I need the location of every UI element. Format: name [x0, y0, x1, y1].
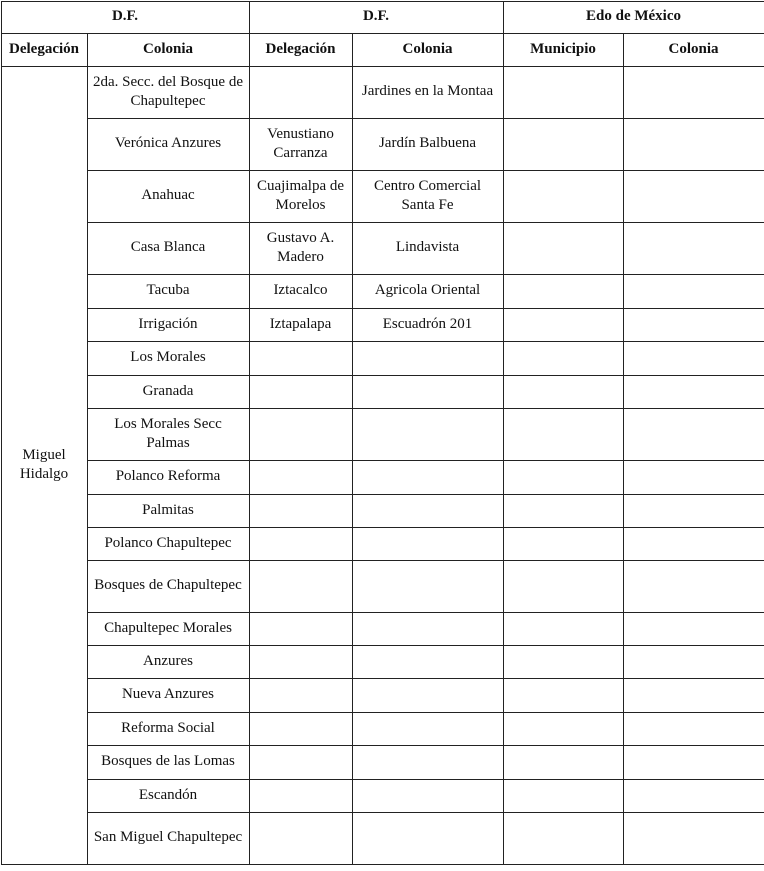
municipio-cell: [503, 222, 623, 274]
col-header-colonia-2: Colonia: [352, 33, 503, 66]
colonia-cell: Los Morales Secc Palmas: [87, 408, 249, 460]
colonia-3-cell: [623, 308, 764, 341]
colonias-table: [1, 1, 764, 865]
colonia-cell: Granada: [87, 375, 249, 408]
municipio-cell: [503, 612, 623, 645]
colonia-3-cell: [623, 66, 764, 118]
delegacion-2-cell: [249, 408, 352, 460]
colonia-cell: Irrigación: [87, 308, 249, 341]
delegacion-2-cell: [249, 527, 352, 560]
column-header-row: [1, 33, 764, 66]
colonia-cell: Nueva Anzures: [87, 678, 249, 712]
table-row: [1, 779, 764, 812]
colonia-cell: Anzures: [87, 645, 249, 678]
colonia-2-cell: Jardín Balbuena: [352, 118, 503, 170]
table-row: [1, 678, 764, 712]
delegacion-2-cell: Iztapalapa: [249, 308, 352, 341]
delegacion-2-cell: [249, 678, 352, 712]
table-row: [1, 712, 764, 745]
municipio-cell: [503, 812, 623, 864]
colonia-2-cell: [352, 645, 503, 678]
municipio-cell: [503, 375, 623, 408]
colonia-cell: 2da. Secc. del Bosque de Chapultepec: [87, 66, 249, 118]
table-row: [1, 812, 764, 864]
municipio-cell: [503, 560, 623, 612]
municipio-cell: [503, 494, 623, 527]
delegacion-2-cell: [249, 341, 352, 375]
colonia-2-cell: [352, 560, 503, 612]
municipio-cell: [503, 408, 623, 460]
colonia-cell: Palmitas: [87, 494, 249, 527]
table-row: [1, 408, 764, 460]
table-row: [1, 527, 764, 560]
municipio-cell: [503, 308, 623, 341]
colonia-3-cell: [623, 612, 764, 645]
municipio-cell: [503, 745, 623, 779]
delegacion-2-cell: [249, 66, 352, 118]
colonia-3-cell: [623, 118, 764, 170]
colonia-cell: Reforma Social: [87, 712, 249, 745]
municipio-cell: [503, 118, 623, 170]
colonia-2-cell: [352, 494, 503, 527]
colonia-2-cell: [352, 460, 503, 494]
colonia-3-cell: [623, 527, 764, 560]
colonia-cell: Polanco Reforma: [87, 460, 249, 494]
delegacion-2-cell: [249, 779, 352, 812]
colonia-cell: Polanco Chapultepec: [87, 527, 249, 560]
colonia-cell: Verónica Anzures: [87, 118, 249, 170]
colonia-2-cell: [352, 812, 503, 864]
col-header-municipio: Municipio: [503, 33, 623, 66]
table-row: [1, 66, 764, 118]
col-header-colonia-3: Colonia: [623, 33, 764, 66]
delegacion-2-cell: Gustavo A. Madero: [249, 222, 352, 274]
municipio-cell: [503, 341, 623, 375]
colonia-3-cell: [623, 408, 764, 460]
municipio-cell: [503, 460, 623, 494]
colonia-cell: San Miguel Chapultepec: [87, 812, 249, 864]
colonia-3-cell: [623, 812, 764, 864]
table-row: [1, 118, 764, 170]
colonia-3-cell: [623, 170, 764, 222]
colonia-3-cell: [623, 779, 764, 812]
colonia-3-cell: [623, 274, 764, 308]
delegacion-2-cell: Cuajimalpa de Morelos: [249, 170, 352, 222]
colonia-3-cell: [623, 222, 764, 274]
colonia-cell: Anahuac: [87, 170, 249, 222]
col-header-delegacion-2: Delegación: [249, 33, 352, 66]
colonia-2-cell: [352, 341, 503, 375]
table-row: [1, 341, 764, 375]
colonia-2-cell: Jardines en la Montaa: [352, 66, 503, 118]
table-row: [1, 170, 764, 222]
delegacion-2-cell: [249, 612, 352, 645]
colonia-2-cell: Lindavista: [352, 222, 503, 274]
table-row: [1, 560, 764, 612]
colonia-2-cell: Centro Comercial Santa Fe: [352, 170, 503, 222]
colonia-3-cell: [623, 745, 764, 779]
table-row: [1, 460, 764, 494]
colonia-cell: Los Morales: [87, 341, 249, 375]
table-row: [1, 308, 764, 341]
group-header-df-1: D.F.: [1, 1, 249, 33]
colonia-3-cell: [623, 712, 764, 745]
table-row: [1, 222, 764, 274]
colonia-3-cell: [623, 560, 764, 612]
delegacion-2-cell: [249, 494, 352, 527]
col-header-delegacion-1: Delegación: [1, 33, 87, 66]
colonia-2-cell: [352, 612, 503, 645]
colonia-2-cell: [352, 745, 503, 779]
colonia-2-cell: [352, 527, 503, 560]
group-header-df-2: D.F.: [249, 1, 503, 33]
colonia-3-cell: [623, 341, 764, 375]
municipio-cell: [503, 712, 623, 745]
colonia-2-cell: Agricola Oriental: [352, 274, 503, 308]
colonia-3-cell: [623, 645, 764, 678]
colonia-3-cell: [623, 494, 764, 527]
delegacion-2-cell: [249, 645, 352, 678]
colonia-2-cell: [352, 712, 503, 745]
delegacion-2-cell: [249, 375, 352, 408]
colonia-cell: Casa Blanca: [87, 222, 249, 274]
colonia-3-cell: [623, 460, 764, 494]
colonia-2-cell: [352, 779, 503, 812]
group-header-edomex: Edo de México: [503, 1, 764, 33]
delegacion-2-cell: [249, 712, 352, 745]
delegacion-2-cell: Iztacalco: [249, 274, 352, 308]
colonia-2-cell: [352, 408, 503, 460]
municipio-cell: [503, 645, 623, 678]
municipio-cell: [503, 274, 623, 308]
municipio-cell: [503, 678, 623, 712]
table-row: [1, 274, 764, 308]
colonia-2-cell: [352, 375, 503, 408]
delegacion-cell: Miguel Hidalgo: [1, 66, 87, 864]
municipio-cell: [503, 779, 623, 812]
colonia-3-cell: [623, 678, 764, 712]
colonia-cell: Chapultepec Morales: [87, 612, 249, 645]
colonia-cell: Bosques de las Lomas: [87, 745, 249, 779]
delegacion-2-cell: Venustiano Carranza: [249, 118, 352, 170]
delegacion-2-cell: [249, 560, 352, 612]
col-header-colonia-1: Colonia: [87, 33, 249, 66]
colonia-cell: Bosques de Chapultepec: [87, 560, 249, 612]
colonia-2-cell: Escuadrón 201: [352, 308, 503, 341]
municipio-cell: [503, 527, 623, 560]
colonia-2-cell: [352, 678, 503, 712]
table-row: [1, 494, 764, 527]
colonia-cell: Tacuba: [87, 274, 249, 308]
municipio-cell: [503, 170, 623, 222]
delegacion-2-cell: [249, 460, 352, 494]
table-row: [1, 645, 764, 678]
group-header-row: [1, 1, 764, 33]
table-row: [1, 745, 764, 779]
delegacion-2-cell: [249, 745, 352, 779]
table-row: [1, 375, 764, 408]
table-row: [1, 612, 764, 645]
delegacion-2-cell: [249, 812, 352, 864]
municipio-cell: [503, 66, 623, 118]
colonia-cell: Escandón: [87, 779, 249, 812]
colonia-3-cell: [623, 375, 764, 408]
